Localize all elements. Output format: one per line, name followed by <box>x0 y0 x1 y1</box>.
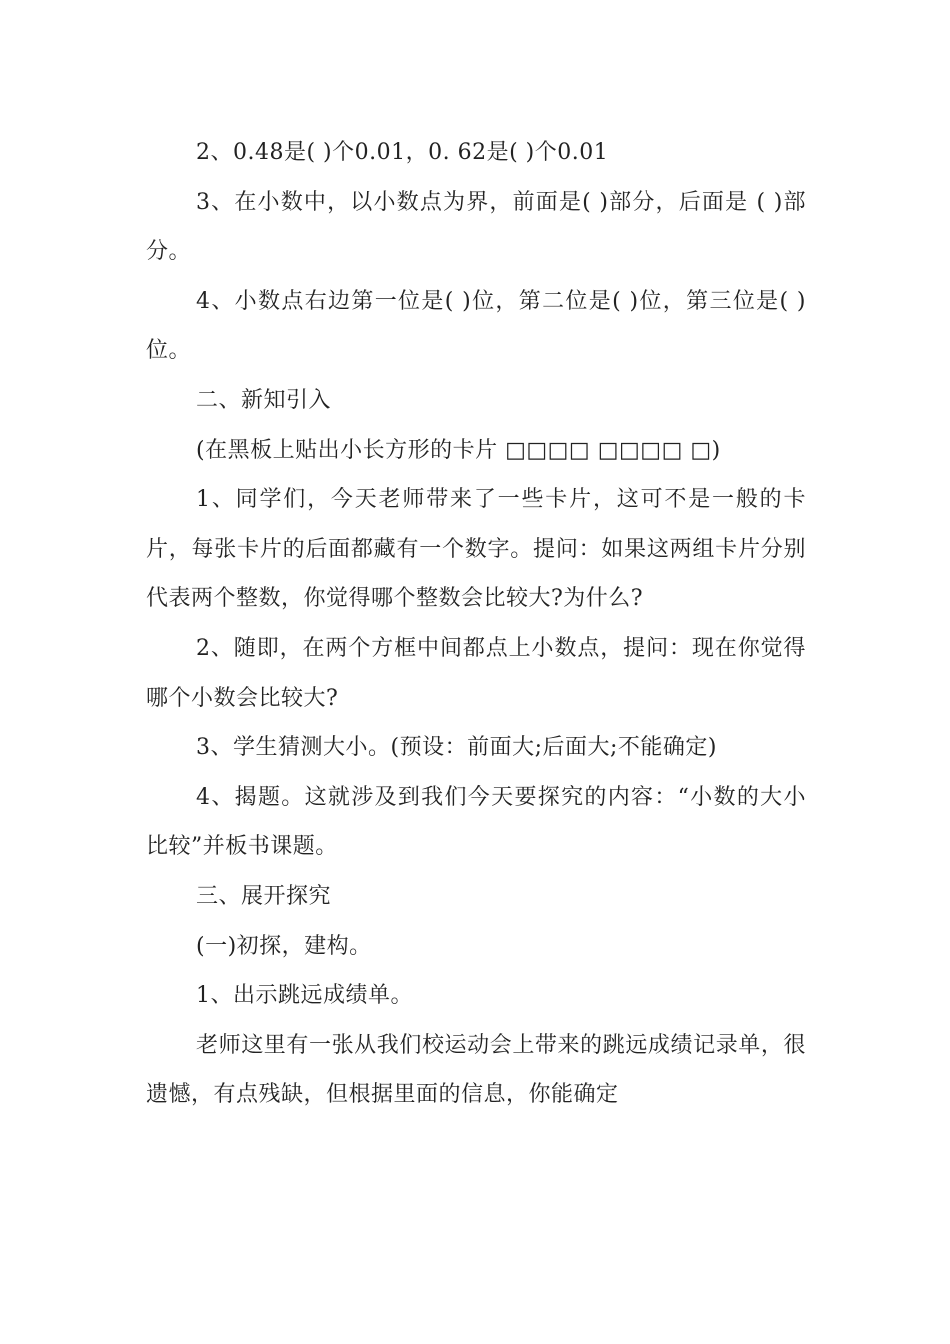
paragraph-show-scores: 1、出示跳远成绩单。 <box>196 983 413 1009</box>
paragraph-teacher-record: 老师这里有一张从我们校运动会上带来的跳远成绩记录单，很遗憾，有点残缺，但根据里面的信息，你能确定 <box>146 1032 806 1108</box>
subsection-heading-initial: (一)初探，建构。 <box>196 933 372 959</box>
paragraph-step-1: 1、同学们，今天老师带来了一些卡片，这可不是一般的卡片，每张卡片的后面都藏有一个数字。提问：如果这两组卡片分别代表两个整数，你觉得哪个整数会比较大?为什么? <box>146 487 806 612</box>
paragraph-cards-note: (在黑板上贴出小长方形的卡片 □□□□ □□□□ □) <box>196 437 721 463</box>
paragraph-fill-blank-3: 3、在小数中，以小数点为界，前面是( )部分，后面是 ( )部分。 <box>146 189 806 265</box>
paragraph-fill-blank-2: 2、0.48是( )个0.01，0. 62是( )个0.01 <box>196 140 609 165</box>
paragraph-step-3: 3、学生猜测大小。(预设：前面大;后面大;不能确定) <box>196 735 717 761</box>
paragraph-fill-blank-4: 4、小数点右边第一位是( )位，第二位是( )位，第三位是( )位。 <box>146 288 806 364</box>
paragraph-step-4: 4、揭题。这就涉及到我们今天要探究的内容：“小数的大小比较”并板书课题。 <box>146 784 806 860</box>
section-heading-explore: 三、展开探究 <box>196 883 332 909</box>
section-heading-new-knowledge: 二、新知引入 <box>196 387 332 413</box>
paragraph-step-2: 2、随即，在两个方框中间都点上小数点，提问：现在你觉得哪个小数会比较大? <box>146 635 806 711</box>
document-body <box>146 128 806 1120</box>
